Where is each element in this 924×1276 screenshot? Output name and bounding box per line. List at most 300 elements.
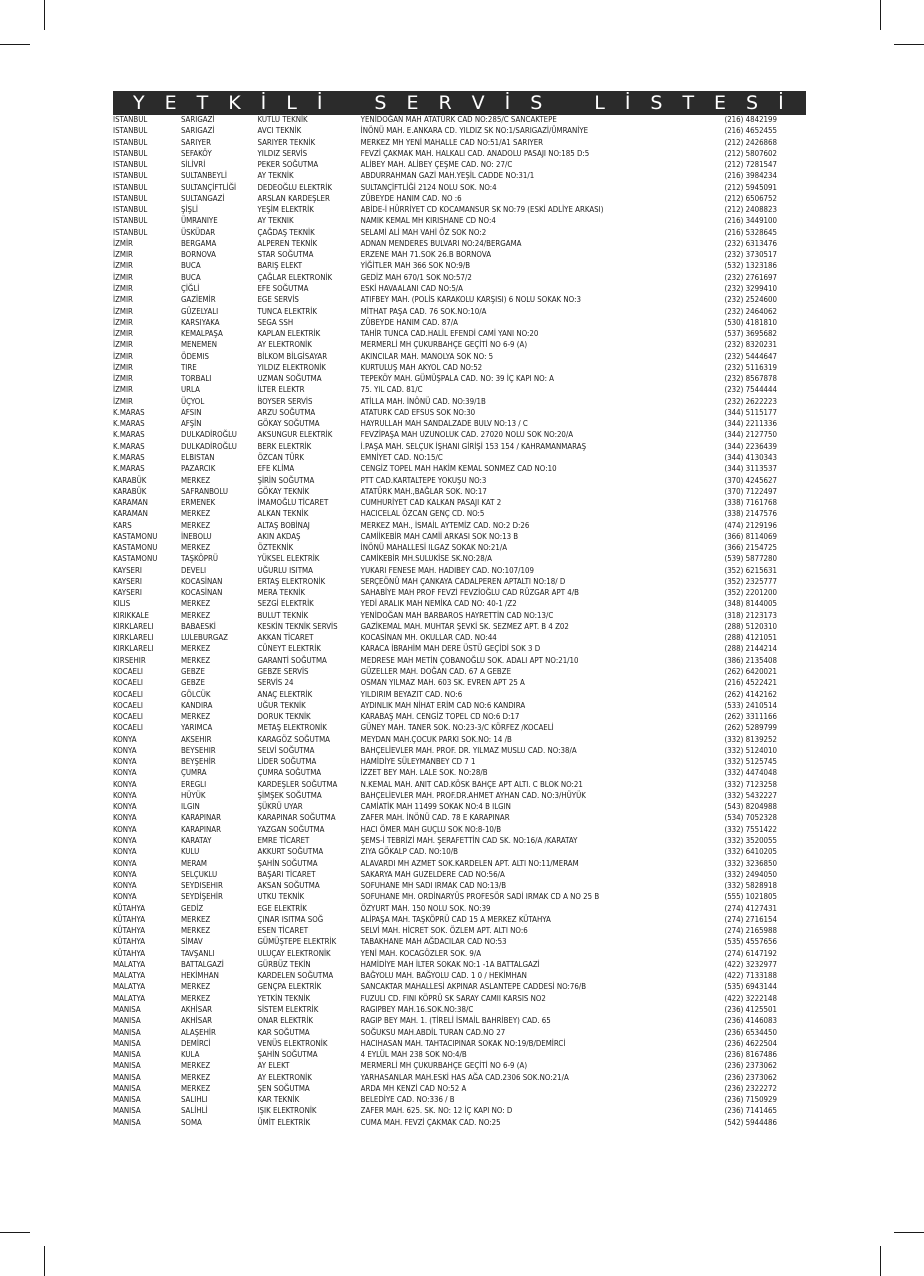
district-cell: SEYDİŞEHİR [180, 891, 223, 902]
list-item [113, 858, 813, 869]
service-name-cell: ŞÜKRÜ UYAR [257, 801, 303, 812]
address-cell: ESKİ HAVAALANI CAD NO:5/A [360, 282, 463, 293]
service-name-cell: UTKU TEKNİK [257, 891, 305, 902]
city-cell: KONYA [113, 767, 137, 778]
title-letter: R [438, 92, 454, 114]
address-cell: SERÇEÖNÜ MAH ÇANKAYA CADALPEREN APTALTI NO:18/ D [360, 575, 566, 586]
list-item [113, 294, 813, 305]
district-cell: ÜÇYOL [180, 395, 205, 406]
city-cell: MANISA [113, 1116, 141, 1127]
service-name-cell: GÜRBÜZ TEKİN [257, 958, 311, 969]
service-name-cell: SELVİ SOĞUTMA [257, 744, 315, 755]
title-letter: S [746, 92, 761, 114]
list-item [113, 824, 813, 835]
address-cell: ZÜBEYDE HANIM CAD. NO :6 [360, 192, 462, 203]
city-cell: MALATYA [113, 958, 146, 969]
list-item [113, 475, 813, 486]
title-letter: S [650, 92, 665, 114]
city-cell: KONYA [113, 857, 137, 868]
address-cell: İNÖNÜ MAH. E.ANKARA CD. YILDIZ SK NO:1/SARIGAZİ/ÜMRANİYE [360, 125, 589, 136]
city-cell: KIRKLARELI [113, 643, 154, 654]
phone-cell: (216) 3449100 [724, 215, 778, 226]
service-name-cell: ŞİMŞEK SOĞUTMA [257, 789, 322, 800]
address-cell: FUZULI CD. FINI KÖPRÜ SK SARAY CAMII KARSIS NO2 [360, 992, 546, 1003]
service-name-cell: GÖKAY SOĞUTMA [257, 418, 320, 429]
district-cell: MERKEZ [180, 981, 211, 992]
service-name-cell: GEBZE SERVİS [257, 666, 309, 677]
service-name-cell: AKIN AKDAŞ [257, 530, 301, 541]
district-cell: MERAM [180, 857, 207, 868]
phone-cell: (533) 2410514 [724, 699, 778, 710]
phone-cell: (236) 2373062 [724, 1060, 778, 1071]
city-cell: KONYA [113, 744, 137, 755]
district-cell: SEYDISEHIR [180, 880, 223, 891]
phone-cell: (274) 2716154 [724, 913, 778, 924]
service-name-cell: VENÜS ELEKTRONİK [257, 1037, 328, 1048]
service-name-cell: TUNCA ELEKTRİK [257, 305, 317, 316]
service-name-cell: SARIYER TEKNİK [257, 136, 316, 147]
phone-cell: (262) 5289799 [724, 722, 778, 733]
phone-cell: (212) 6506752 [724, 192, 778, 203]
list-item [113, 1015, 813, 1026]
list-item [113, 452, 813, 463]
list-item [113, 384, 813, 395]
service-name-cell: EGE ELEKTRİK [257, 902, 307, 913]
phone-cell: (332) 3236850 [724, 857, 778, 868]
phone-cell: (262) 3311166 [724, 711, 778, 722]
district-cell: İNEBOLU [180, 530, 212, 541]
service-name-cell: KAR SOĞUTMA [257, 1026, 310, 1037]
city-cell: ISTANBUL [113, 215, 148, 226]
district-cell: BATTALGAZİ [180, 958, 224, 969]
service-name-cell: ARSLAN KARDEŞLER [257, 192, 330, 203]
service-name-cell: SİSTEM ELEKTRİK [257, 1003, 319, 1014]
city-cell: KARAMAN [113, 497, 148, 508]
city-cell: KOCAELI [113, 688, 143, 699]
district-cell: TAVŞANLI [180, 947, 215, 958]
address-cell: ZÜBEYDE HANIM CAD. 87/A [360, 316, 458, 327]
list-item [113, 339, 813, 350]
city-cell: MANISA [113, 1082, 141, 1093]
city-cell: KONYA [113, 891, 137, 902]
district-cell: AFŞİN [180, 418, 202, 429]
city-cell: İZMIR [113, 395, 133, 406]
list-item [113, 520, 813, 531]
list-item [113, 801, 813, 812]
service-name-cell: ÖZTEKNİK [257, 542, 294, 553]
district-cell: GEBZE [180, 666, 205, 677]
address-cell: ATATÜRK MAH.,BAĞLAR SOK. NO:17 [360, 485, 487, 496]
service-name-cell: KARDEŞLER SOĞUTMA [257, 778, 338, 789]
service-name-cell: EMRE TİCARET [257, 835, 310, 845]
district-cell: KARAPINAR [180, 823, 221, 834]
list-item [113, 1049, 813, 1060]
list-item [113, 711, 813, 722]
title-letter: E [406, 92, 421, 114]
district-cell: ELBISTAN [180, 451, 215, 462]
city-cell: KARS [113, 519, 132, 530]
address-cell: ABDURRAHMAN GAZİ MAH.YEŞİL CADDE NO:31/1 [360, 170, 535, 181]
address-cell: EMNİYET CAD. NO:15/C [360, 451, 443, 462]
address-cell: TEPEKÖY MAH. GÜMÜŞPALA CAD. NO: 39 İÇ KAPI NO: A [360, 373, 555, 384]
list-item [113, 362, 813, 373]
address-cell: CAMİATİK MAH 11499 SOKAK NO:4 B ILGIN [360, 801, 511, 812]
service-name-cell: YILDIZ SERVİS [257, 147, 308, 158]
list-item [113, 463, 813, 474]
address-cell: ATATURK CAD EFSUS SOK NO:30 [360, 406, 476, 417]
list-item [113, 756, 813, 767]
city-cell: MANISA [113, 1060, 141, 1071]
city-cell: ISTANBUL [113, 114, 148, 124]
city-cell: KILIS [113, 598, 131, 609]
address-cell: CAMİİKEBİR MAH CAMİİ ARKASI SOK NO:13 B [360, 530, 519, 541]
crop-mark [894, 44, 924, 45]
address-cell: BAHÇELİEVLER MAH. PROF. DR. YILMAZ MUSLU CAD. NO:38/A [360, 744, 577, 755]
service-name-cell: AKKAN TİCARET [257, 632, 314, 643]
phone-cell: (216) 4652455 [724, 125, 778, 136]
district-cell: AKSEHIR [180, 733, 212, 744]
city-cell: KIRSEHIR [113, 654, 146, 665]
phone-cell: (366) 2154725 [724, 542, 778, 553]
list-item [113, 936, 813, 947]
address-cell: ATİLLA MAH. İNÖNÜ CAD. NO:39/1B [360, 395, 486, 406]
address-cell: CENGİZ TOPEL MAH HAKİM KEMAL SONMEZ CAD NO:10 [360, 463, 557, 474]
service-name-cell: GÜMÜŞTEPE ELEKTRİK [257, 936, 337, 947]
list-item [113, 835, 813, 846]
address-cell: FEVZİ ÇAKMAK MAH. HALKALI CAD. ANADOLU PASAJI NO:185 D:5 [360, 147, 590, 158]
list-item [113, 880, 813, 891]
city-cell: İZMIR [113, 339, 133, 350]
phone-cell: (232) 5116319 [724, 361, 778, 372]
address-cell: CUMHURİYET CAD KALKAN PASAJI KAT 2 [360, 497, 502, 508]
phone-cell: (212) 7281547 [724, 159, 778, 170]
phone-cell: (386) 2135408 [724, 654, 778, 665]
phone-cell: (318) 2123173 [724, 609, 778, 620]
district-cell: MERKEZ [180, 542, 211, 553]
list-item [113, 317, 813, 328]
list-item [113, 396, 813, 407]
address-cell: HACIHASAN MAH. TAHTACIPINAR SOKAK NO:19/B/DEMİRCİ [360, 1037, 566, 1048]
city-cell: KOCAELI [113, 677, 143, 688]
district-cell: MERKEZ [180, 1082, 211, 1093]
address-cell: KOCASİNAN MH. OKULLAR CAD. NO:44 [360, 632, 497, 643]
list-item [113, 632, 813, 643]
list-item [113, 1094, 813, 1105]
district-cell: KARSIYAKA [180, 316, 220, 327]
district-cell: BEYŞEHİR [180, 756, 216, 767]
phone-cell: (236) 7150929 [724, 1094, 778, 1105]
address-cell: BAHÇELİEVLER MAH. PROF.DR.AHMET AYHAN CAD. NO:3/HÜYÜK [360, 789, 586, 800]
address-cell: KARACA İBRAHİM MAH DERE ÜSTÜ GEÇİDİ SOK 3 D [360, 643, 541, 654]
list-item [113, 993, 813, 1004]
list-item [113, 215, 813, 226]
city-cell: KONYA [113, 789, 137, 800]
phone-cell: (534) 7052328 [724, 812, 778, 823]
list-item [113, 790, 813, 801]
title-letter: K [228, 92, 243, 114]
service-name-cell: DORUK TEKNİK [257, 711, 311, 722]
city-cell: İZMIR [113, 282, 133, 293]
crop-mark [880, 0, 881, 30]
city-cell: K.MARAS [113, 440, 145, 451]
address-cell: CUMA MAH. FEVZİ ÇAKMAK CAD. NO:25 [360, 1116, 501, 1127]
title-letter: L [594, 92, 607, 114]
service-name-cell: ANAÇ ELEKTRİK [257, 688, 313, 699]
service-name-cell: AY TEKNİK [257, 170, 294, 181]
address-cell: YENİDOĞAN MAH ATATÜRK CAD NO:285/C SANCAKTEPE [360, 114, 557, 124]
phone-cell: (332) 6410205 [724, 846, 778, 857]
service-name-cell: ŞAHİN SOĞUTMA [257, 1049, 318, 1060]
title-letter: İ [504, 92, 513, 114]
phone-cell: (232) 3299410 [724, 282, 778, 293]
district-cell: AKHİSAR [180, 1003, 213, 1014]
district-cell: KULA [180, 1049, 200, 1060]
address-cell: ZAFER MAH. 625. SK. NO: 12 İÇ KAPI NO: D [360, 1105, 513, 1116]
district-cell: HEKİMHAN [180, 970, 219, 981]
title-letter: L [286, 92, 299, 114]
address-cell: SULTANÇİFTLİĞİ 2124 NOLU SOK. NO:4 [360, 181, 497, 192]
district-cell: KANDIRA [180, 699, 213, 710]
phone-cell: (212) 2426868 [724, 136, 778, 147]
district-cell: DEVELI [180, 564, 207, 575]
city-cell: KONYA [113, 812, 137, 823]
address-cell: RAGIPBEY MAH.16.SOK.NO:38/C [360, 1003, 474, 1014]
address-cell: ÖZYURT MAH. 150 NOLU SOK. NO:39 [360, 902, 491, 913]
list-item [113, 260, 813, 271]
list-item [113, 981, 813, 992]
city-cell: KARAMAN [113, 508, 148, 519]
city-cell: KONYA [113, 846, 137, 857]
city-cell: KIRKLARELI [113, 632, 154, 643]
title-letter: T [196, 92, 211, 114]
address-cell: GÜZELLER MAH. DOĞAN CAD. 67 A GEBZE [360, 666, 512, 677]
list-item [113, 137, 813, 148]
city-cell: KÜTAHYA [113, 936, 146, 947]
district-cell: MERKEZ [180, 925, 211, 936]
service-name-cell: METAŞ ELEKTRONİK [257, 722, 327, 733]
address-cell: ŞEMS-İ TEBRİZİ MAH. ŞERAFETTİN CAD SK. NO:16/A /KARATAY [360, 835, 578, 845]
address-cell: SOFUHANE MH. ORDİNARYÜS PROFESÖR SADİ IRMAK CD A NO 25 B [360, 891, 600, 902]
city-cell: KIRIKKALE [113, 609, 149, 620]
address-cell: HACI ÖMER MAH GUÇLU SOK NO:8-10/B [360, 823, 502, 834]
service-name-cell: AY ELEKTRONİK [257, 1071, 312, 1082]
address-cell: N.KEMAL MAH. ANIT CAD.KÖSK BAHÇE APT ALTI. C BLOK NO:21 [360, 778, 583, 789]
phone-cell: (232) 2524600 [724, 294, 778, 305]
service-name-cell: ÇAĞLAR ELEKTRONİK [257, 271, 333, 282]
address-cell: KARABAŞ MAH. CENGİZ TOPEL CD NO:6 D:17 [360, 711, 520, 722]
service-name-cell: YAZGAN SOĞUTMA [257, 823, 325, 834]
address-cell: AYDINLIK MAH NİHAT ERİM CAD NO:6 KANDIRA [360, 699, 526, 710]
district-cell: URLA [180, 384, 200, 395]
title-letter: İ [316, 92, 325, 114]
address-cell: SAKARYA MAH GUZELDERE CAD NO:56/A [360, 868, 505, 879]
city-cell: KAYSERI [113, 587, 142, 598]
service-name-cell: BOYSER SERVİS [257, 395, 313, 406]
crop-mark [880, 1246, 881, 1276]
district-cell: AFSIN [180, 406, 202, 417]
address-cell: 75. YIL CAD. 81/C [360, 384, 423, 395]
district-cell: GÜZELYALI [180, 305, 219, 316]
list-item [113, 869, 813, 880]
address-cell: 4 EYLÜL MAH 238 SOK NO:4/B [360, 1049, 467, 1060]
list-item [113, 531, 813, 542]
phone-cell: (344) 2236439 [724, 440, 778, 451]
district-cell: SALIHLI [180, 1094, 208, 1105]
address-cell: ALİBEY MAH. ALİBEY ÇEŞME CAD. NO: 27/C [360, 159, 513, 170]
phone-cell: (530) 4181810 [724, 316, 778, 327]
service-name-cell: AVCI TEKNİK [257, 125, 302, 136]
district-cell: KOCASİNAN [180, 587, 223, 598]
district-cell: ÜMRANIYE [180, 215, 218, 226]
district-cell: SARIGAZİ [180, 125, 215, 136]
title-letter: S [530, 92, 545, 114]
city-cell: ISTANBUL [113, 192, 148, 203]
district-cell: MERKEZ [180, 1060, 211, 1071]
address-cell: NAMIK KEMAL MH KIRISHANE CD NO:4 [360, 215, 496, 226]
city-cell: İZMIR [113, 249, 133, 260]
address-cell: YENİDOĞAN MAH BARBAROS HAYRETTİN CAD NO:13/C [360, 609, 554, 620]
service-name-cell: BARIŞ ELEKT [257, 260, 302, 271]
list-item [113, 238, 813, 249]
service-name-cell: AKKURT SOĞUTMA [257, 846, 324, 857]
service-name-cell: EFE SOĞUTMA [257, 282, 309, 293]
city-cell: ISTANBUL [113, 136, 148, 147]
service-name-cell: İMAMOĞLU TİCARET [257, 497, 329, 508]
district-cell: MERKEZ [180, 508, 211, 519]
phone-cell: (352) 6215631 [724, 564, 778, 575]
address-cell: BAĞYOLU MAH. BAĞYOLU CAD. 1 0 / HEKİMHAN [360, 970, 527, 981]
phone-cell: (332) 7123258 [724, 778, 778, 789]
service-name-cell: ESEN TİCARET [257, 925, 309, 936]
service-name-cell: ULUÇAY ELEKTRONİK [257, 947, 331, 958]
address-cell: ADNAN MENDERES BULVARI NO:24/BERGAMA [360, 237, 522, 248]
title-letter: S [374, 92, 389, 114]
address-cell: ALAVARDI MH AZMET SOK.KARDELEN APT. ALTI NO:11/MERAM [360, 857, 579, 868]
phone-cell: (288) 2144214 [724, 643, 778, 654]
service-name-cell: UZMAN SOĞUTMA [257, 373, 322, 384]
phone-cell: (232) 7544444 [724, 384, 778, 395]
district-cell: KOCASİNAN [180, 575, 223, 586]
list-item [113, 914, 813, 925]
phone-cell: (262) 4142162 [724, 688, 778, 699]
list-item [113, 159, 813, 170]
city-cell: ISTANBUL [113, 226, 148, 237]
city-cell: İZMIR [113, 316, 133, 327]
list-item [113, 272, 813, 283]
district-cell: DEMİRCİ [180, 1037, 211, 1048]
district-cell: BUCA [180, 260, 201, 271]
district-cell: GEDİZ [180, 902, 204, 913]
address-cell: ARDA MH KENZİ CAD NO:52 A [360, 1082, 467, 1093]
list-item [113, 553, 813, 564]
city-cell: İZMIR [113, 271, 133, 282]
city-cell: İZMİR [113, 237, 133, 248]
district-cell: SULTANBEYLİ [180, 170, 227, 181]
service-name-cell: ÇAĞDAŞ TEKNİK [257, 226, 315, 237]
service-name-cell: GARANTİ SOĞUTMA [257, 654, 327, 665]
phone-cell: (262) 6420021 [724, 666, 778, 677]
district-cell: SULTANGAZİ [180, 192, 225, 203]
address-cell: İZZET BEY MAH. LALE SOK. NO:28/B [360, 767, 488, 778]
service-name-cell: BAŞARI TİCARET [257, 868, 316, 879]
city-cell: ISTANBUL [113, 181, 148, 192]
list-item [113, 621, 813, 632]
district-cell: BORNOVA [180, 249, 216, 260]
district-cell: BABAESKİ [180, 620, 216, 631]
district-cell: ÇUMRA [180, 767, 207, 778]
service-name-cell: IŞIK ELEKTRONİK [257, 1105, 317, 1116]
phone-cell: (332) 5432227 [724, 789, 778, 800]
district-cell: GEBZE [180, 677, 205, 688]
address-cell: MERKEZ MAH., İSMAİL AYTEMİZ CAD. NO:2 D:26 [360, 519, 530, 530]
service-name-cell: AY ELEKT [257, 1060, 290, 1071]
district-cell: MERKEZ [180, 654, 211, 665]
phone-cell: (344) 4130343 [724, 451, 778, 462]
district-cell: BUCA [180, 271, 201, 282]
phone-cell: (352) 2325777 [724, 575, 778, 586]
title-letter: İ [778, 92, 786, 114]
district-cell: MERKEZ [180, 609, 211, 620]
city-cell: ISTANBUL [113, 125, 148, 136]
phone-cell: (236) 7141465 [724, 1105, 778, 1116]
list-item [113, 1117, 813, 1128]
phone-cell: (332) 5125745 [724, 756, 778, 767]
phone-cell: (366) 8114069 [724, 530, 778, 541]
list-item [113, 722, 813, 733]
service-name-cell: CÜNEYT ELEKTRİK [257, 643, 321, 654]
district-cell: SELÇUKLU [180, 868, 218, 879]
service-name-cell: ERTAŞ ELEKTRONİK [257, 575, 326, 586]
phone-cell: (543) 8204988 [724, 801, 778, 812]
district-cell: MERKEZ [180, 474, 211, 485]
service-name-cell: ŞEN SOĞUTMA [257, 1082, 310, 1093]
city-cell: K.MARAS [113, 451, 145, 462]
service-name-cell: YEŞİM ELEKTRİK [257, 204, 314, 215]
phone-cell: (236) 2322272 [724, 1082, 778, 1093]
service-name-cell: EFE KLİMA [257, 463, 295, 474]
list-item [113, 328, 813, 339]
address-cell: MEYDAN MAH.ÇOCUK PARKI SOK.NO: 14 /B [360, 733, 512, 744]
crop-mark [44, 0, 45, 30]
list-item [113, 182, 813, 193]
service-name-cell: AY ELEKTRONİK [257, 339, 312, 350]
city-cell: ISTANBUL [113, 147, 148, 158]
title-letter: E [164, 92, 179, 114]
phone-cell: (274) 4127431 [724, 902, 778, 913]
phone-cell: (352) 2201200 [724, 587, 778, 598]
list-item [113, 407, 813, 418]
list-item [113, 283, 813, 294]
address-cell: HAYRULLAH MAH SANDALZADE BULV NO:13 / C [360, 418, 528, 429]
list-item [113, 903, 813, 914]
district-cell: BEYSEHIR [180, 744, 216, 755]
phone-cell: (535) 4557656 [724, 936, 778, 947]
address-cell: SELAMİ ALİ MAH VAHİ ÖZ SOK NO:2 [360, 226, 487, 237]
city-cell: İZMIR [113, 373, 133, 384]
phone-cell: (539) 5877280 [724, 553, 778, 564]
crop-mark [0, 44, 30, 45]
district-cell: LULEBURGAZ [180, 632, 229, 643]
list-item [113, 1004, 813, 1015]
phone-cell: (216) 4522421 [724, 677, 778, 688]
district-cell: HÜYÜK [180, 789, 206, 800]
address-cell: GEDİZ MAH 670/1 SOK NO:57/2 [360, 271, 472, 282]
district-cell: SARIGAZİ [180, 114, 215, 124]
address-cell: YİĞİTLER MAH 366 SOK NO:9/B [360, 260, 471, 271]
phone-cell: (236) 4125501 [724, 1003, 778, 1014]
phone-cell: (232) 8320231 [724, 339, 778, 350]
phone-cell: (332) 2494050 [724, 868, 778, 879]
